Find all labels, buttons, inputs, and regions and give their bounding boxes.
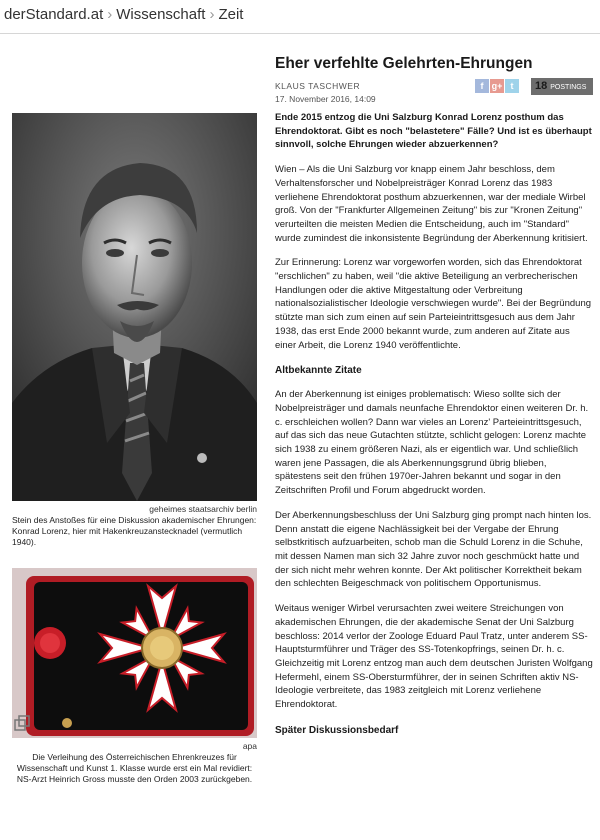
breadcrumb-separator: › [107, 6, 113, 23]
image-caption: Stein des Anstoßes für eine Diskussion akademischer Ehrungen: Konrad Lorenz, hier mit Hakenkreuzanstecknadel (vermutlich 1940). [12, 515, 257, 547]
byline [275, 81, 593, 109]
article-paragraph: Der Aberkennungsbeschluss der Uni Salzburg ging prompt nach hinten los. Denn anstatt die eigene Nachlässigkeit bei der Vergabe der Ehrung selbstkritisch aufzuarbeiten, schob man die Schuld Lorenz in die Schuhe, mit dessen Namen man sich 32 Jahre zuvor noch geschmückt hatte und der sich nicht mehr wehren konnte. Der Akt politischer Korrektheit bekam den schlechten Beigeschmack von politischem Opportunismus. [275, 509, 592, 590]
image-credit: geheimes staatsarchiv berlin [149, 504, 257, 514]
article [275, 54, 593, 737]
medal-image [12, 568, 257, 738]
breadcrumb-separator: › [209, 6, 215, 23]
image-caption: Die Verleihung des Österreichischen Ehrenkreuzes für Wissenschaft und Kunst 1. Klasse wurde erst ein Mal revidiert: NS-Arzt Heinrich Gross musste den Orden 2003 zurückgeben. [16, 752, 253, 784]
article-paragraph: Wien – Als die Uni Salzburg vor knapp einem Jahr beschloss, dem Verhaltensforscher und Nobelpreisträger Konrad Lorenz das 1983 verliehene Ehrendoktorat posthum abzuerkennen, war der mediale Wirbel groß. Von der "Frankfurter Allgemeinen Zeitung" bis zur "Kronen Zeitung" verurteilten die meisten Medien die Entscheidung, auch im "Standard" wurde zumindest die inkonsistente Begründung der Aberkennung kritisiert. [275, 164, 588, 244]
article-paragraph: Weitaus weniger Wirbel verursachten zwei weitere Streichungen von akademischen Ehrungen, die der akademische Senat der Uni Salzburg beschloss: 2014 verlor der Zoologe Eduard Paul Tratz, unter anderem SS-Hauptsturmführer und Träger des SS-Totenkopfrings, seinen Dr. h. c. Gleichzeitig mit Lorenz entzog man auch dem deutschen Juristen Wolfgang Hefermehl, einem SS-Obersturmführer, der in seinen Schriften aktiv NS-Ideologie verbreitete, das 1983 zeitgleich mit Lorenz verliehene Ehrendoktorat. [275, 603, 593, 711]
medal-photo[interactable] [12, 568, 257, 738]
article-title: Eher verfehlte Gelehrten-Ehrungen [275, 55, 533, 72]
postings-label: POSTINGS [550, 84, 587, 91]
postings-count: 18 [535, 80, 548, 92]
article-subheading: Altbekannte Zitate [275, 365, 362, 377]
postings-button[interactable] [531, 78, 593, 95]
share-buttons [475, 79, 520, 93]
portrait-photo[interactable] [12, 113, 257, 501]
breadcrumb [0, 0, 600, 34]
publish-date: 17. November 2016, 14:09 [275, 94, 376, 104]
article-subheading: Später Diskussionsbedarf [275, 724, 399, 736]
breadcrumb-subsection-link[interactable]: Zeit [218, 6, 244, 23]
facebook-share-icon[interactable]: f [475, 79, 489, 93]
portrait-image [12, 113, 257, 501]
article-paragraph: Zur Erinnerung: Lorenz war vorgeworfen worden, sich das Ehrendoktorat "erschlichen" zu haben, weil "die aktive Beteiligung an verbrecherischen Handlungen oder die aktive Mitgestaltung oder Verbreitung nationalsozialistischer Ideologie verschwiegen wurde". Bei der Begründung stützte man sich zum einen auf sein Parteieintrittsgesuch aus dem Jahr 1938, das erst Ende 2000 bekannt wurde, zum anderen auf Zitate aus einer Arbeit, die Lorenz 1940 veröffentlichte. [275, 257, 592, 351]
breadcrumb-section-link[interactable]: Wissenschaft [116, 6, 206, 23]
article-lead: Ende 2015 entzog die Uni Salzburg Konrad Lorenz posthum das Ehrendoktorat. Gibt es noch "belastetere" Fälle? Und ist es überhaupt sinnvoll, solche Ehrungen wieder abzuerkennen? [275, 112, 592, 151]
author-name[interactable]: KLAUS TASCHWER [275, 81, 361, 91]
breadcrumb-home-link[interactable]: derStandard.at [4, 6, 104, 23]
googleplus-share-icon[interactable]: g+ [491, 81, 503, 91]
article-paragraph: An der Aberkennung ist einiges problematisch: Wieso sollte sich der Nobelpreisträger und damals neunfache Ehrendoktor einen weiteren Dr. h. c. erschleichen wollen? Dann war vieles an Lorenz' Parteieintrittsgesuch, auf das sich das neue Gutachten stützte, schlicht gelogen: Lorenz machte sich 1938 zu einem größeren Nazi, als er eigentlich war. Und schließlich waren jene Passagen, die als Aberkennungsgrund übrig blieben, spätestens seit den frühen 1970er-Jahren bekannt und sogar in den Zeitschriften Profil und Forum abgedruckt worden. [275, 389, 589, 497]
image-credit: apa [242, 741, 257, 751]
twitter-share-icon[interactable]: t [505, 79, 519, 93]
image-column [12, 113, 257, 785]
